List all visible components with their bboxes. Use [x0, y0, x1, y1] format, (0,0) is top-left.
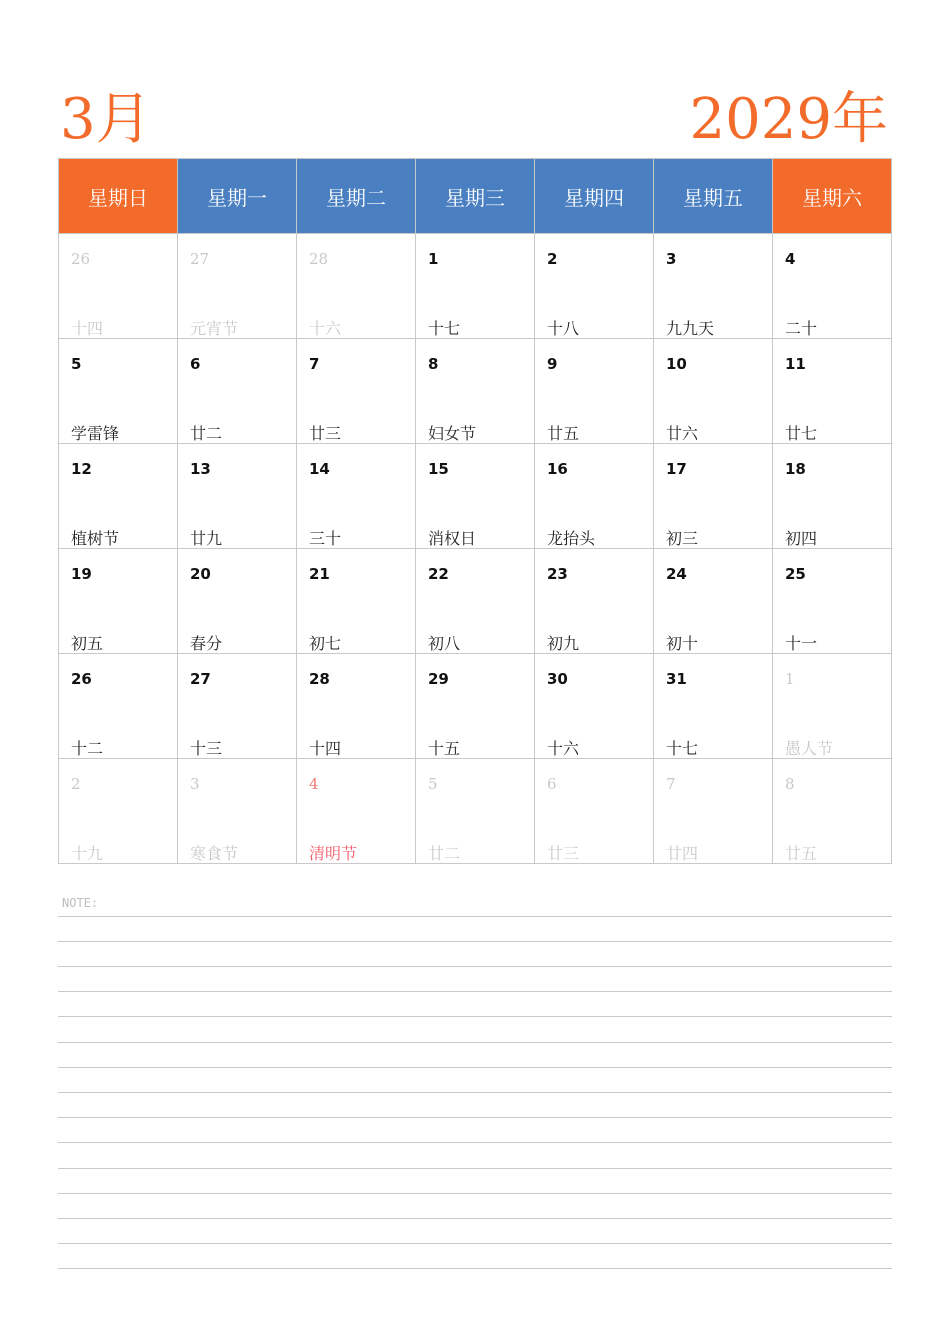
- day-cell[interactable]: [535, 339, 654, 444]
- note-line[interactable]: [58, 941, 892, 942]
- weekday-monday: 星期一: [178, 159, 297, 234]
- day-number: 26: [71, 250, 91, 268]
- lunar-label: 十三: [190, 739, 223, 758]
- note-line[interactable]: [58, 1193, 892, 1194]
- day-cell[interactable]: [59, 234, 178, 339]
- day-number: 5: [71, 355, 82, 373]
- day-number: 15: [428, 460, 449, 478]
- lunar-label: 十四: [71, 319, 104, 338]
- day-number: 8: [785, 775, 795, 793]
- weekday-thursday: 星期四: [535, 159, 654, 234]
- weekday-header-row: [59, 159, 892, 234]
- day-number: 23: [547, 565, 568, 583]
- day-cell[interactable]: [178, 444, 297, 549]
- day-number: 8: [428, 355, 439, 373]
- lunar-label: 初三: [666, 529, 699, 548]
- lunar-label: 廿五: [547, 424, 580, 443]
- day-number: 19: [71, 565, 92, 583]
- day-cell[interactable]: [535, 654, 654, 759]
- day-number: 3: [666, 250, 677, 268]
- day-cell[interactable]: [535, 549, 654, 654]
- day-cell[interactable]: [178, 759, 297, 864]
- lunar-label: 廿二: [428, 844, 461, 863]
- day-number: 6: [547, 775, 557, 793]
- lunar-label: 十五: [428, 739, 461, 758]
- note-line[interactable]: [58, 916, 892, 917]
- lunar-label: 学雷锋: [71, 424, 120, 443]
- note-line[interactable]: [58, 1016, 892, 1017]
- day-number: 2: [547, 250, 558, 268]
- day-cell[interactable]: [416, 759, 535, 864]
- day-number: 13: [190, 460, 211, 478]
- lunar-label: 廿六: [666, 424, 699, 443]
- day-number: 24: [666, 565, 687, 583]
- day-cell[interactable]: [416, 654, 535, 759]
- calendar-grid: [58, 158, 892, 864]
- day-cell[interactable]: [535, 759, 654, 864]
- lunar-label: 初七: [309, 634, 342, 653]
- note-line[interactable]: [58, 1067, 892, 1068]
- day-number: 27: [190, 670, 211, 688]
- day-number: 22: [428, 565, 449, 583]
- day-cell[interactable]: [654, 759, 773, 864]
- day-number: 21: [309, 565, 330, 583]
- day-cell[interactable]: [654, 549, 773, 654]
- lunar-label: 廿五: [785, 844, 818, 863]
- lunar-label: 三十: [309, 529, 342, 548]
- day-cell[interactable]: [297, 444, 416, 549]
- month-title: 3月: [60, 87, 152, 152]
- weekday-saturday: 星期六: [773, 159, 892, 234]
- day-cell[interactable]: [178, 549, 297, 654]
- day-number: 5: [428, 775, 438, 793]
- day-number: 4: [785, 250, 796, 268]
- lunar-label: 九九天: [666, 319, 715, 338]
- note-line[interactable]: [58, 966, 892, 967]
- note-line[interactable]: [58, 1268, 892, 1269]
- day-cell[interactable]: [654, 654, 773, 759]
- year-title: 2029年: [689, 87, 888, 152]
- lunar-label: 初八: [428, 634, 461, 653]
- note-line[interactable]: [58, 1042, 892, 1043]
- weekday-tuesday: 星期二: [297, 159, 416, 234]
- day-cell[interactable]: [654, 444, 773, 549]
- week-row: [59, 654, 892, 759]
- day-number: 3: [190, 775, 200, 793]
- lunar-label: 廿三: [547, 844, 580, 863]
- note-label: NOTE:: [62, 896, 99, 910]
- lunar-label: 龙抬头: [547, 529, 596, 548]
- day-number: 1: [785, 670, 795, 688]
- day-number: 30: [547, 670, 568, 688]
- lunar-label: 初十: [666, 634, 699, 653]
- day-number: 2: [71, 775, 81, 793]
- day-cell[interactable]: [416, 549, 535, 654]
- lunar-label: 十一: [785, 634, 818, 653]
- week-row: [59, 234, 892, 339]
- week-row: [59, 444, 892, 549]
- lunar-label: 寒食节: [190, 844, 239, 863]
- day-number: 4: [309, 775, 319, 793]
- day-cell[interactable]: [416, 234, 535, 339]
- lunar-label: 十四: [309, 739, 342, 758]
- day-cell[interactable]: [297, 234, 416, 339]
- note-line[interactable]: [58, 991, 892, 992]
- lunar-label: 春分: [190, 634, 223, 653]
- lunar-label: 廿二: [190, 424, 223, 443]
- note-line[interactable]: [58, 1117, 892, 1118]
- day-cell[interactable]: [59, 444, 178, 549]
- day-number: 17: [666, 460, 687, 478]
- day-cell[interactable]: [773, 234, 892, 339]
- week-row: [59, 759, 892, 864]
- day-cell[interactable]: [59, 549, 178, 654]
- lunar-label: 初九: [547, 634, 580, 653]
- weekday-friday: 星期五: [654, 159, 773, 234]
- note-line[interactable]: [58, 1243, 892, 1244]
- day-number: 10: [666, 355, 687, 373]
- day-cell[interactable]: [773, 759, 892, 864]
- lunar-label: 廿九: [190, 529, 223, 548]
- note-line[interactable]: [58, 1168, 892, 1169]
- lunar-label: 消权日: [428, 529, 477, 548]
- lunar-label: 十八: [547, 319, 580, 338]
- day-number: 16: [547, 460, 568, 478]
- day-cell[interactable]: [297, 339, 416, 444]
- day-number: 6: [190, 355, 201, 373]
- day-cell[interactable]: [773, 339, 892, 444]
- lunar-label: 十六: [547, 739, 580, 758]
- day-cell[interactable]: [416, 339, 535, 444]
- day-number: 7: [666, 775, 676, 793]
- day-number: 11: [785, 355, 806, 373]
- lunar-label: 初五: [71, 634, 104, 653]
- note-line[interactable]: [58, 1092, 892, 1093]
- day-number: 12: [71, 460, 92, 478]
- day-cell[interactable]: [773, 654, 892, 759]
- day-cell[interactable]: [416, 444, 535, 549]
- day-cell[interactable]: [654, 234, 773, 339]
- day-cell[interactable]: [178, 339, 297, 444]
- day-cell[interactable]: [59, 759, 178, 864]
- day-cell[interactable]: [773, 549, 892, 654]
- day-cell[interactable]: [535, 444, 654, 549]
- day-number: 31: [666, 670, 687, 688]
- note-line[interactable]: [58, 1218, 892, 1219]
- lunar-label: 植树节: [71, 529, 120, 548]
- note-line[interactable]: [58, 1142, 892, 1143]
- weekday-sunday: 星期日: [59, 159, 178, 234]
- day-number: 26: [71, 670, 92, 688]
- lunar-label: 十六: [309, 319, 342, 338]
- lunar-label: 十九: [71, 844, 104, 863]
- day-cell[interactable]: [59, 654, 178, 759]
- lunar-label: 廿三: [309, 424, 342, 443]
- day-number: 1: [428, 250, 439, 268]
- lunar-label: 十七: [666, 739, 699, 758]
- day-number: 28: [309, 670, 330, 688]
- day-cell[interactable]: [535, 234, 654, 339]
- day-number: 27: [190, 250, 210, 268]
- day-cell[interactable]: [654, 339, 773, 444]
- lunar-label: 愚人节: [785, 739, 834, 758]
- lunar-label: 十七: [428, 319, 461, 338]
- day-number: 20: [190, 565, 211, 583]
- lunar-label: 元宵节: [190, 319, 239, 338]
- day-number: 9: [547, 355, 558, 373]
- lunar-label: 妇女节: [428, 424, 477, 443]
- day-cell[interactable]: [178, 234, 297, 339]
- day-cell[interactable]: [297, 759, 416, 864]
- lunar-label: 廿七: [785, 424, 818, 443]
- week-row: [59, 339, 892, 444]
- day-cell[interactable]: [59, 339, 178, 444]
- day-cell[interactable]: [178, 654, 297, 759]
- day-number: 14: [309, 460, 330, 478]
- lunar-label: 廿四: [666, 844, 699, 863]
- day-cell[interactable]: [297, 654, 416, 759]
- day-number: 28: [309, 250, 329, 268]
- week-row: [59, 549, 892, 654]
- day-number: 25: [785, 565, 806, 583]
- day-number: 18: [785, 460, 806, 478]
- day-cell[interactable]: [773, 444, 892, 549]
- lunar-label: 二十: [785, 319, 818, 338]
- weekday-wednesday: 星期三: [416, 159, 535, 234]
- day-cell[interactable]: [297, 549, 416, 654]
- day-number: 29: [428, 670, 449, 688]
- lunar-label: 十二: [71, 739, 104, 758]
- day-number: 7: [309, 355, 320, 373]
- lunar-label: 清明节: [309, 844, 358, 863]
- lunar-label: 初四: [785, 529, 818, 548]
